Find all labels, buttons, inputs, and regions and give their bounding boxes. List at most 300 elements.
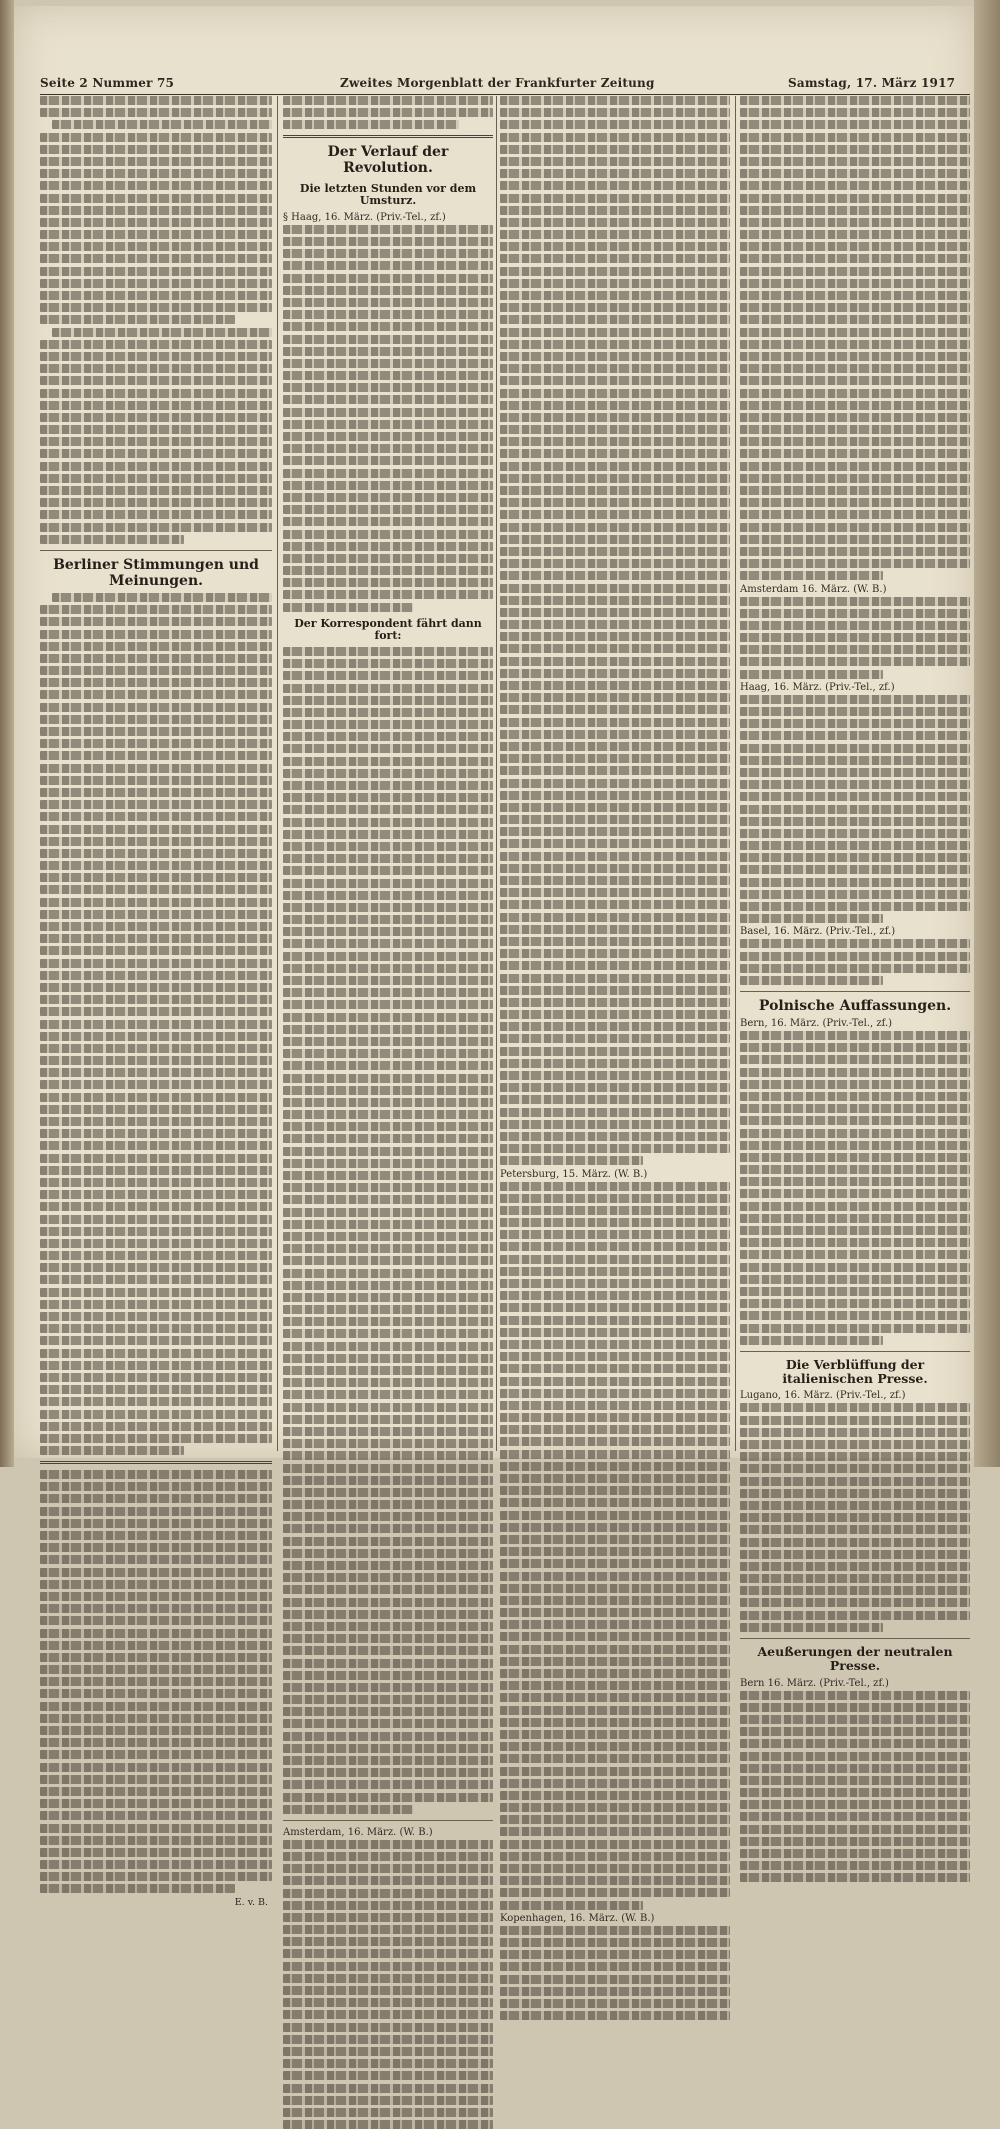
text-line <box>283 274 493 283</box>
text-line <box>40 1056 272 1065</box>
author-signature: E. v. B. <box>234 1896 268 1908</box>
text-line <box>40 1020 272 1029</box>
text-line <box>500 1926 730 1935</box>
text-line <box>40 462 272 471</box>
text-line <box>283 1134 493 1143</box>
text-line <box>740 1055 970 1064</box>
text-line <box>740 462 970 471</box>
text-line <box>740 1104 970 1113</box>
text-line <box>500 1584 730 1593</box>
text-line <box>500 1279 730 1288</box>
text-line <box>740 939 970 948</box>
text-line <box>740 914 883 923</box>
text-line <box>500 2011 730 2020</box>
text-line <box>40 1068 272 1077</box>
text-line <box>283 1220 493 1229</box>
text-line <box>40 1080 272 1089</box>
text-line <box>500 1474 730 1483</box>
text-line <box>740 1226 970 1235</box>
text-line <box>40 230 272 239</box>
text-line <box>740 340 970 349</box>
text-line <box>283 1256 493 1265</box>
text-line <box>283 1659 493 1668</box>
text-line <box>40 1775 272 1784</box>
text-line <box>283 1683 493 1692</box>
text-line <box>283 781 493 790</box>
text-line <box>500 669 730 678</box>
text-line <box>500 754 730 763</box>
text-line <box>40 206 272 215</box>
text-line <box>740 1092 970 1101</box>
text-line <box>40 1202 272 1211</box>
text-line <box>40 1702 272 1711</box>
text-line <box>500 1071 730 1080</box>
text-line <box>40 413 272 422</box>
text-line <box>40 1848 272 1857</box>
text-line <box>40 1007 272 1016</box>
text-line <box>740 633 970 642</box>
text-line <box>500 1999 730 2008</box>
text-line <box>500 1888 730 1897</box>
text-line <box>283 261 493 270</box>
text-line <box>500 1108 730 1117</box>
text-line <box>740 1812 970 1821</box>
text-line <box>500 559 730 568</box>
text-line <box>740 1311 970 1320</box>
text-line <box>40 1117 272 1126</box>
text-line <box>283 2059 493 2068</box>
text-line <box>40 1434 272 1443</box>
text-line <box>500 1864 730 1873</box>
text-line <box>740 952 970 961</box>
text-line <box>500 986 730 995</box>
text-line <box>40 849 272 858</box>
text-line <box>40 1312 272 1321</box>
text-line <box>283 1049 493 1058</box>
text-line <box>283 1840 493 1849</box>
text-line <box>40 254 272 263</box>
text-line <box>283 927 493 936</box>
text-line <box>740 108 970 117</box>
text-line <box>740 1489 970 1498</box>
text-line <box>283 1610 493 1619</box>
text-line <box>740 1324 970 1333</box>
article-title: Der Verlauf der Revolution. <box>327 144 449 177</box>
text-line <box>40 1154 272 1163</box>
text-line <box>500 1047 730 1056</box>
text-line <box>500 1486 730 1495</box>
text-line <box>283 2084 493 2093</box>
text-line <box>283 322 493 331</box>
text-line <box>40 510 272 519</box>
text-line <box>500 1255 730 1264</box>
text-line <box>500 1095 730 1104</box>
text-line <box>500 328 730 337</box>
section-rule <box>40 550 272 551</box>
text-line <box>500 498 730 507</box>
text-line <box>500 1511 730 1520</box>
text-line <box>500 1291 730 1300</box>
text-line <box>40 1373 272 1382</box>
section-rule <box>740 991 970 992</box>
text-line <box>40 1531 272 1540</box>
text-line <box>740 1116 970 1125</box>
column-2 <box>283 96 493 1838</box>
text-line <box>740 1873 970 1882</box>
text-line <box>740 1275 970 1284</box>
text-line <box>740 890 970 899</box>
text-line <box>500 1950 730 1959</box>
text-line <box>500 1596 730 1605</box>
text-line <box>740 1336 883 1345</box>
text-line <box>500 1535 730 1544</box>
text-line <box>283 1439 493 1448</box>
text-line <box>740 315 970 324</box>
text-line <box>283 1998 493 2007</box>
text-line <box>283 1864 493 1873</box>
text-line <box>40 1361 272 1370</box>
dateline: Amsterdam 16. März. (W. B.) <box>740 583 887 595</box>
text-line <box>283 1719 493 1728</box>
text-line <box>40 498 272 507</box>
text-line <box>740 181 970 190</box>
text-line <box>40 1324 272 1333</box>
text-line <box>283 952 493 961</box>
text-line <box>740 707 970 716</box>
text-line <box>740 1080 970 1089</box>
text-line <box>40 1568 272 1577</box>
text-line <box>40 898 272 907</box>
text-line <box>40 535 184 544</box>
text-line <box>740 805 970 814</box>
text-line <box>40 1543 272 1552</box>
text-line <box>500 1669 730 1678</box>
text-line <box>40 873 272 882</box>
text-line <box>740 1574 970 1583</box>
text-line <box>283 1805 413 1814</box>
text-line <box>500 267 730 276</box>
text-line <box>40 96 272 105</box>
text-line <box>740 120 970 129</box>
text-line <box>283 1476 493 1485</box>
text-line <box>500 693 730 702</box>
text-line <box>52 120 272 129</box>
text-line <box>500 852 730 861</box>
text-line <box>500 1022 730 1031</box>
text-line <box>500 949 730 958</box>
text-line <box>40 474 272 483</box>
text-line <box>500 1803 730 1812</box>
text-line <box>40 1044 272 1053</box>
text-line <box>283 1913 493 1922</box>
text-line <box>40 703 272 712</box>
text-line <box>283 1622 493 1631</box>
text-line <box>740 1165 970 1174</box>
text-line <box>52 328 272 337</box>
text-line <box>500 1059 730 1068</box>
dateline: Lugano, 16. März. (Priv.-Tel., zf.) <box>740 1390 906 1402</box>
text-line <box>500 376 730 385</box>
text-line <box>740 1800 970 1809</box>
text-line <box>500 1194 730 1203</box>
text-line <box>740 1825 970 1834</box>
text-line <box>283 1780 493 1789</box>
text-line <box>40 267 272 276</box>
text-line <box>283 903 493 912</box>
text-line <box>40 1689 272 1698</box>
text-line <box>283 1329 493 1338</box>
text-line <box>283 1925 493 1934</box>
text-line <box>40 751 272 760</box>
text-line <box>740 352 970 361</box>
text-line <box>40 1494 272 1503</box>
text-line <box>283 1025 493 1034</box>
text-line <box>40 1397 272 1406</box>
text-line <box>500 900 730 909</box>
text-line <box>500 1316 730 1325</box>
text-line <box>283 708 493 717</box>
text-line <box>500 1156 643 1165</box>
text-line <box>740 1177 970 1186</box>
column-divider <box>277 96 278 1451</box>
text-line <box>40 715 272 724</box>
text-line <box>740 1562 970 1571</box>
text-line <box>740 133 970 142</box>
text-line <box>283 1147 493 1156</box>
column-1 <box>40 96 272 1908</box>
column-4 <box>740 96 970 1689</box>
text-line <box>500 1730 730 1739</box>
text-line <box>740 1202 970 1211</box>
text-line <box>283 1986 493 1995</box>
text-line <box>40 364 272 373</box>
text-line <box>40 218 272 227</box>
text-line <box>40 983 272 992</box>
text-line <box>40 1811 272 1820</box>
section-rule <box>740 1638 970 1639</box>
text-line <box>283 530 493 539</box>
text-line <box>283 1974 493 1983</box>
article-heading: Aeußerungen der neutralen Presse. <box>757 1643 953 1674</box>
dateline: Petersburg, 15. März. (W. B.) <box>500 1168 648 1180</box>
column-divider <box>735 96 736 1451</box>
text-line <box>500 303 730 312</box>
text-line <box>40 1349 272 1358</box>
text-line <box>500 1010 730 1019</box>
text-line <box>500 584 730 593</box>
text-line <box>740 1611 970 1620</box>
text-line <box>740 756 970 765</box>
text-line <box>283 444 493 453</box>
text-line <box>740 267 970 276</box>
text-line <box>283 1122 493 1131</box>
text-line <box>740 303 970 312</box>
text-line <box>283 395 493 404</box>
text-line <box>500 937 730 946</box>
text-line <box>283 1671 493 1680</box>
text-line <box>500 449 730 458</box>
text-line <box>40 825 272 834</box>
text-line <box>283 793 493 802</box>
text-line <box>740 401 970 410</box>
text-line <box>40 1141 272 1150</box>
text-line <box>500 340 730 349</box>
text-line <box>740 719 970 728</box>
text-line <box>740 829 970 838</box>
text-line <box>283 469 493 478</box>
text-line <box>500 1987 730 1996</box>
text-line <box>500 254 730 263</box>
text-line <box>500 608 730 617</box>
text-line <box>40 486 272 495</box>
masthead <box>40 76 970 96</box>
text-line <box>500 1328 730 1337</box>
text-line <box>500 510 730 519</box>
text-line <box>40 1665 272 1674</box>
text-line <box>740 474 970 483</box>
text-line <box>283 1208 493 1217</box>
text-line <box>40 1677 272 1686</box>
text-line <box>500 218 730 227</box>
text-line <box>40 449 272 458</box>
text-line <box>283 879 493 888</box>
text-line <box>500 742 730 751</box>
text-line <box>500 644 730 653</box>
text-line <box>500 389 730 398</box>
text-line <box>740 657 970 666</box>
section-rule <box>283 1820 493 1821</box>
text-line <box>283 1415 493 1424</box>
text-line <box>500 181 730 190</box>
text-line <box>500 352 730 361</box>
text-line <box>40 727 272 736</box>
text-line <box>283 1000 493 1009</box>
text-line <box>283 2096 493 2105</box>
dateline: Basel, 16. März. (Priv.-Tel., zf.) <box>740 926 896 938</box>
text-line <box>500 437 730 446</box>
text-line <box>740 964 970 973</box>
text-line <box>283 1013 493 1022</box>
text-line <box>283 1744 493 1753</box>
text-line <box>40 885 272 894</box>
text-line <box>500 1852 730 1861</box>
text-line <box>500 96 730 105</box>
text-line <box>740 695 970 704</box>
text-line <box>283 1646 493 1655</box>
text-line <box>500 1620 730 1629</box>
dateline: Kopenhagen, 16. März. (W. B.) <box>500 1912 655 1924</box>
text-line <box>283 1889 493 1898</box>
text-line <box>283 964 493 973</box>
text-line <box>40 1824 272 1833</box>
text-line <box>283 2108 493 2117</box>
text-line <box>283 1037 493 1046</box>
text-line <box>40 922 272 931</box>
text-line <box>283 493 493 502</box>
text-line <box>40 1763 272 1772</box>
text-line <box>740 1764 970 1773</box>
text-line <box>283 590 493 599</box>
text-line <box>283 1451 493 1460</box>
text-line <box>40 1836 272 1845</box>
text-line <box>283 432 493 441</box>
text-line <box>500 364 730 373</box>
text-line <box>40 934 272 943</box>
text-line <box>500 1657 730 1666</box>
text-line <box>740 1691 970 1700</box>
text-line <box>283 517 493 526</box>
text-line <box>283 1488 493 1497</box>
text-line <box>283 2035 493 2044</box>
text-line <box>740 1623 883 1632</box>
text-line <box>500 1645 730 1654</box>
text-line <box>283 456 493 465</box>
text-line <box>500 1267 730 1276</box>
text-line <box>500 961 730 970</box>
text-line <box>283 1159 493 1168</box>
text-line <box>740 1513 970 1522</box>
text-line <box>740 1739 970 1748</box>
text-line <box>500 571 730 580</box>
text-line <box>283 237 493 246</box>
text-line <box>740 547 970 556</box>
text-line <box>283 1403 493 1412</box>
text-line <box>283 120 459 129</box>
text-line <box>40 788 272 797</box>
text-line <box>740 1428 970 1437</box>
text-line <box>40 1884 235 1893</box>
text-line <box>283 1901 493 1910</box>
text-line <box>283 2010 493 2019</box>
text-line <box>40 389 272 398</box>
text-line <box>40 642 272 651</box>
dateline: § Haag, 16. März. (Priv.-Tel., zf.) <box>283 211 446 223</box>
text-line <box>740 328 970 337</box>
text-line <box>283 1634 493 1643</box>
text-line <box>740 169 970 178</box>
text-line <box>500 1681 730 1690</box>
text-line <box>500 535 730 544</box>
text-line <box>52 593 272 602</box>
text-line <box>500 913 730 922</box>
text-line <box>40 1750 272 1759</box>
text-line <box>500 1523 730 1532</box>
text-line <box>740 364 970 373</box>
text-line <box>740 1550 970 1559</box>
text-line <box>283 1512 493 1521</box>
text-line <box>40 376 272 385</box>
text-line <box>283 603 413 612</box>
text-line <box>740 1238 970 1247</box>
text-line <box>40 1738 272 1747</box>
text-line <box>500 1450 730 1459</box>
text-line <box>40 523 272 532</box>
text-line <box>40 605 272 614</box>
text-line <box>283 2047 493 2056</box>
text-line <box>40 108 272 117</box>
text-line <box>500 1706 730 1715</box>
text-line <box>283 744 493 753</box>
text-line <box>500 1401 730 1410</box>
text-line <box>283 2120 493 2129</box>
text-line <box>500 194 730 203</box>
text-line <box>40 1860 272 1869</box>
text-line <box>283 310 493 319</box>
text-line <box>740 597 970 606</box>
text-line <box>283 1171 493 1180</box>
text-line <box>500 1901 643 1910</box>
column-divider <box>496 96 497 1451</box>
